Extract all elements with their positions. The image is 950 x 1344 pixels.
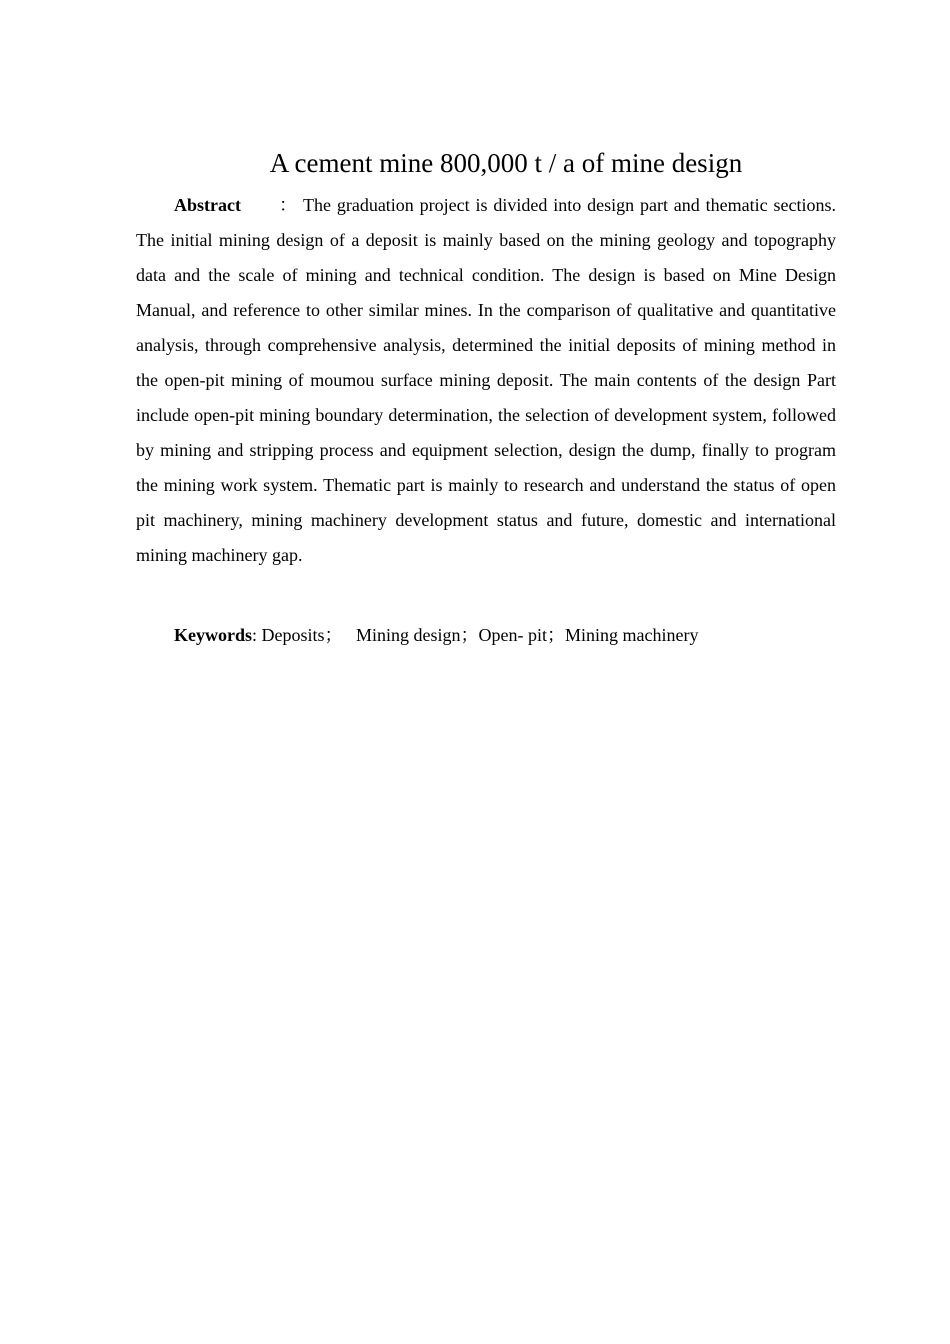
abstract-label: Abstract [174,195,241,215]
keyword-item: Mining machinery [565,625,699,645]
keyword-item: Open- pit； [478,625,566,645]
document-title: A cement mine 800,000 t / a of mine design [269,148,743,178]
keyword-item: Deposits； [261,625,343,645]
abstract-paragraph [136,188,836,573]
keywords-label: Keywords [174,625,252,645]
keyword-item: Mining design； [356,625,479,645]
abstract-separator: ： [278,195,297,215]
keywords-separator: : [252,625,262,645]
abstract-text: The graduation project is divided into design part and thematic sections. The initial mining design of a deposit is mainly based on the mining geology and topography data and the scale of mining and technical condition. The design is based on Mine Design Manual, and reference to other similar mines. In the comparison of qualitative and quantitative analysis, through comprehensive analysis, determined the initial deposits of mining method in the open-pit mining of moumou surface mining deposit. The main contents of the design Part include open-pit mining boundary determination, the selection of development system, followed by mining and stripping process and equipment selection, design the dump, finally to program the mining work system. Thematic part is mainly to research and understand the status of open pit machinery, mining machinery development status and future, domestic and international mining machinery gap. [136,195,836,565]
keywords-line [136,618,836,653]
